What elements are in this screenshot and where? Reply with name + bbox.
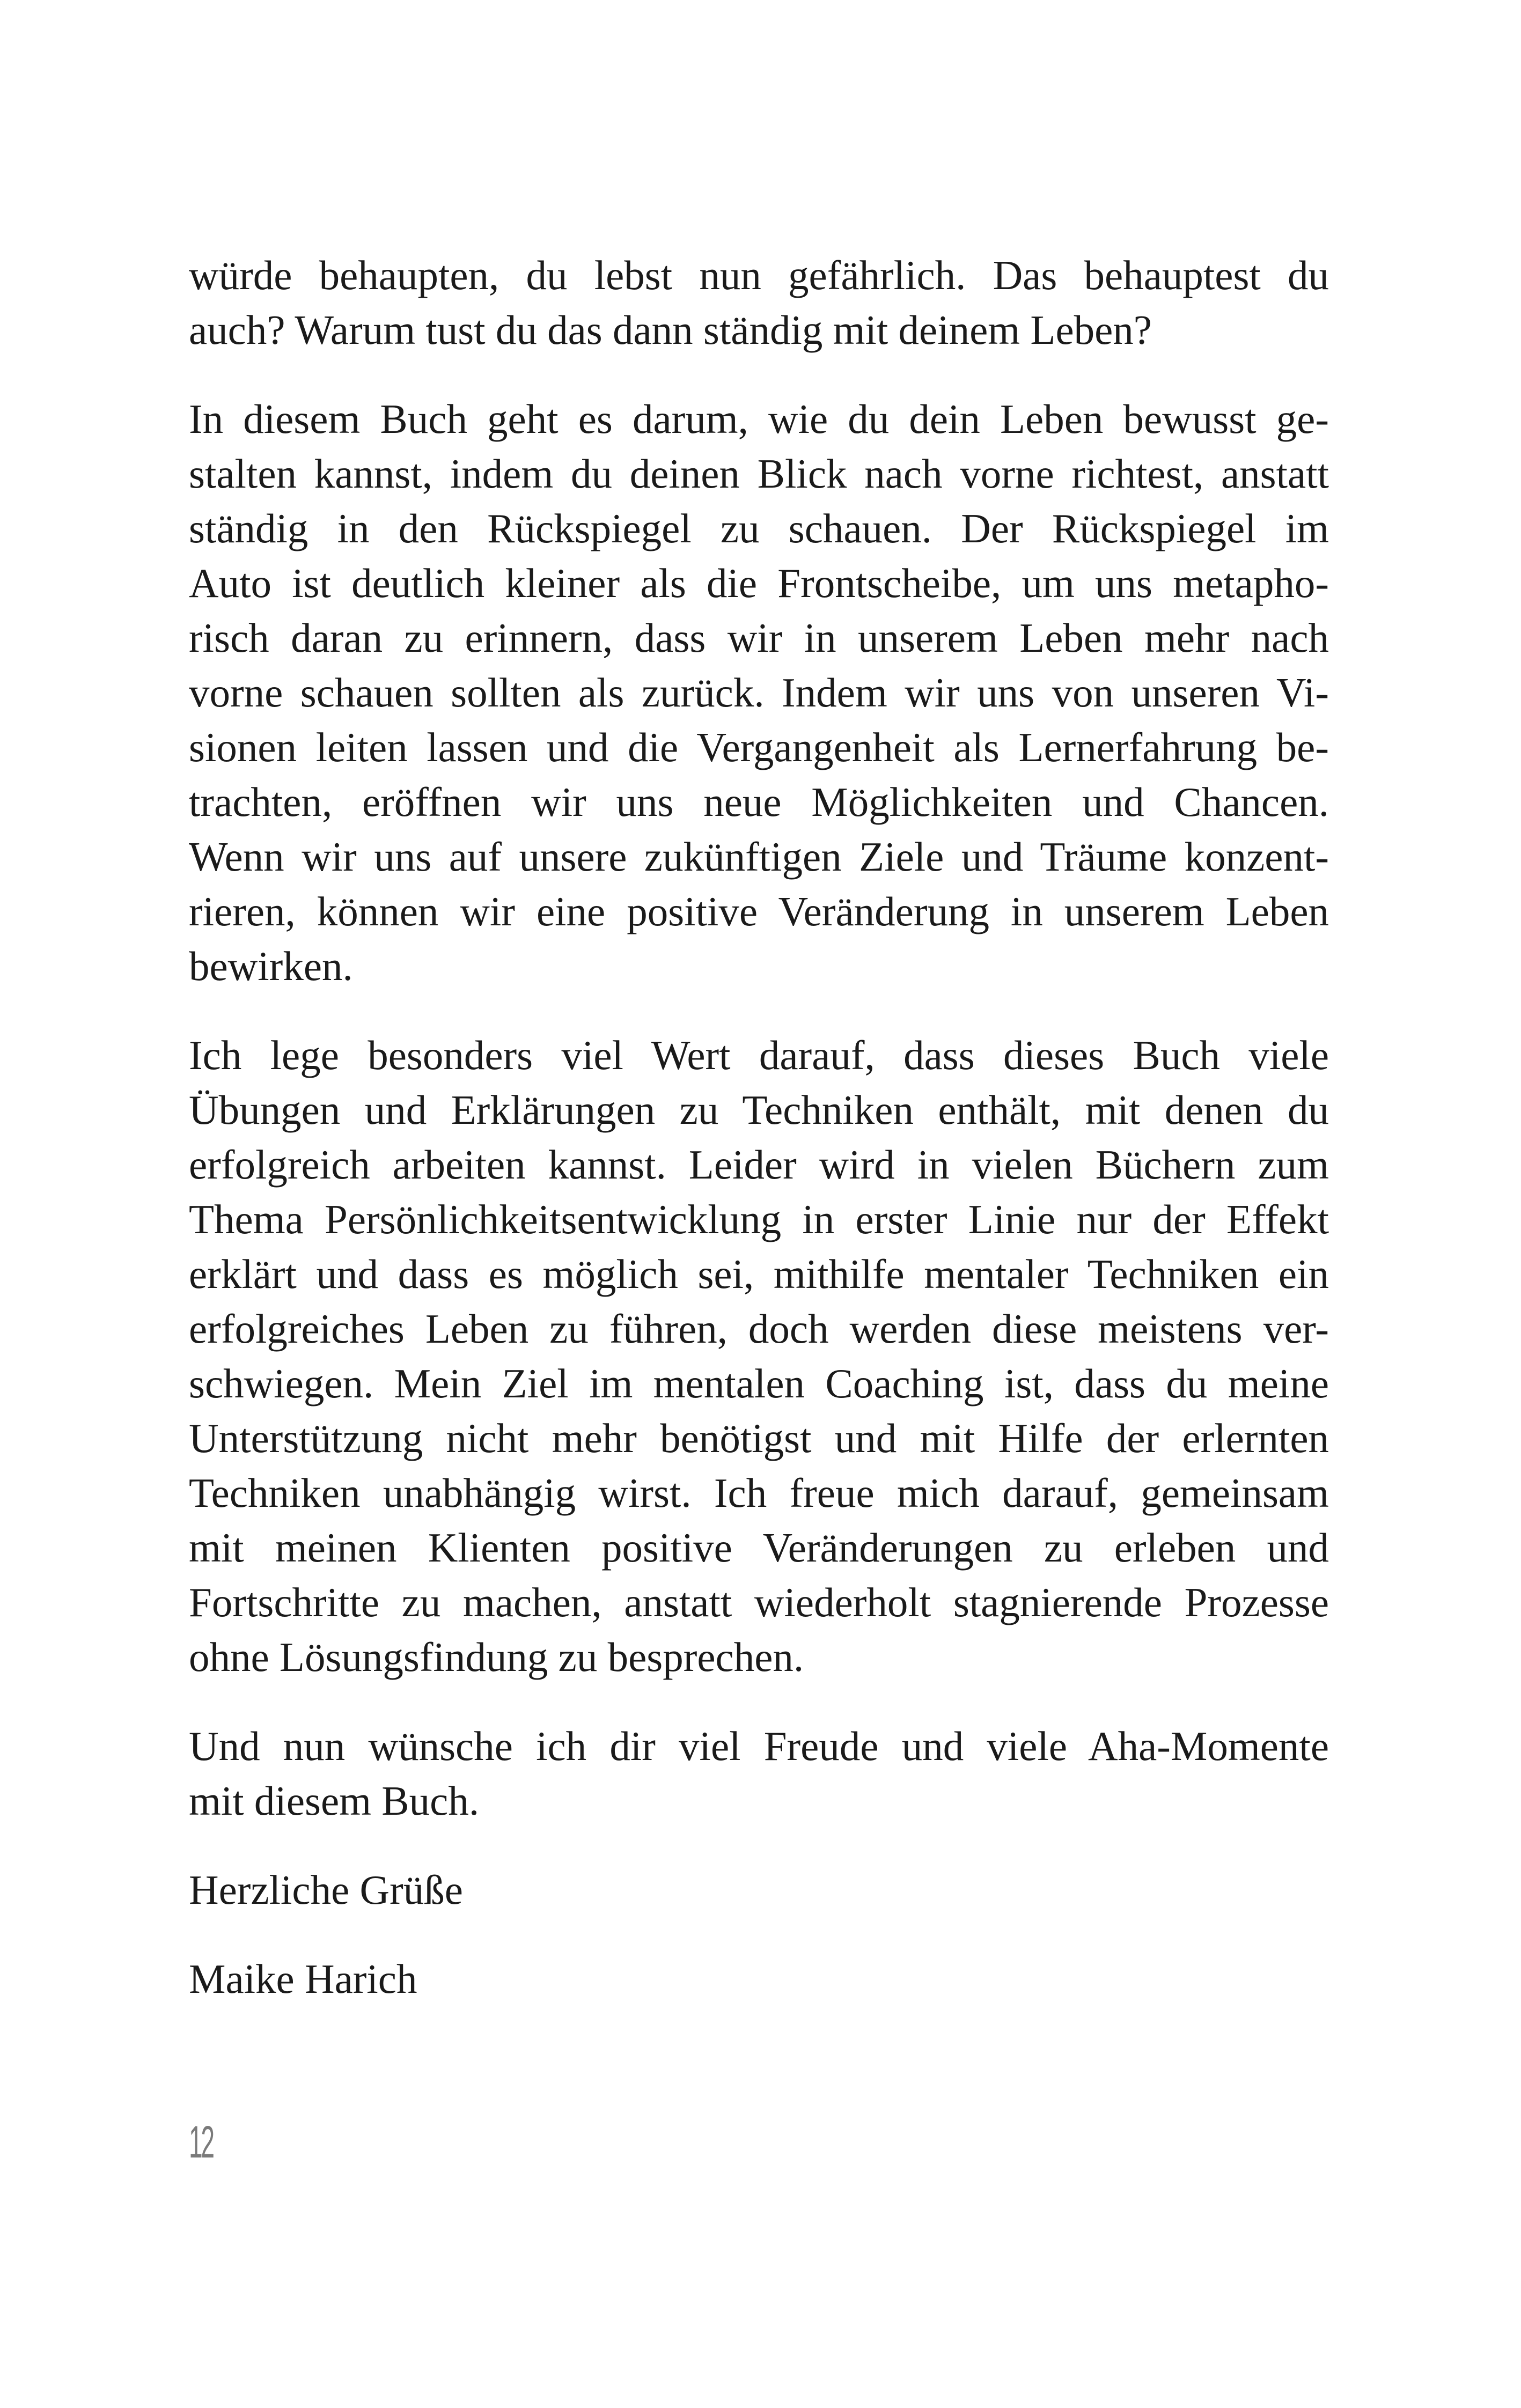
text-line: mit meinen Klienten positive Veränderungen zu erleben und bbox=[189, 1525, 1329, 1571]
text-line: Wenn wir uns auf unsere zukünftigen Ziele und Träume konzent- bbox=[189, 834, 1329, 880]
text-line: Und nun wünsche ich dir viel Freude und viele Aha-Momente bbox=[189, 1723, 1329, 1769]
paragraph-intro-end bbox=[189, 248, 1329, 357]
text-line: Maike Harich bbox=[189, 1956, 417, 2002]
text-line: trachten, eröffnen wir uns neue Möglichkeiten und Chancen. bbox=[189, 779, 1329, 825]
text-line: schwiegen. Mein Ziel im mentalen Coaching ist, dass du meine bbox=[189, 1360, 1329, 1406]
body-text bbox=[189, 248, 1329, 2006]
text-line: erklärt und dass es möglich sei, mithilfe mentaler Techniken ein bbox=[189, 1251, 1329, 1297]
page-number: 12 bbox=[189, 2117, 213, 2167]
text-line: Auto ist deutlich kleiner als die Frontscheibe, um uns metapho- bbox=[189, 560, 1329, 606]
text-line: bewirken. bbox=[189, 943, 353, 989]
text-line: rieren, können wir eine positive Veränderung in unserem Leben bbox=[189, 888, 1329, 934]
text-line: Übungen und Erklärungen zu Techniken enthält, mit denen du bbox=[189, 1087, 1329, 1133]
text-line: Techniken unabhängig wirst. Ich freue mich darauf, gemeinsam bbox=[189, 1470, 1329, 1516]
text-line: ohne Lösungsfindung zu besprechen. bbox=[189, 1634, 804, 1680]
text-line: erfolgreiches Leben zu führen, doch werden diese meistens ver- bbox=[189, 1306, 1329, 1352]
text-line: Unterstützung nicht mehr benötigst und mit Hilfe der erlernten bbox=[189, 1415, 1329, 1461]
closing-greeting bbox=[189, 1862, 1329, 1917]
text-line: stalten kannst, indem du deinen Blick nach vorne richtest, anstatt bbox=[189, 451, 1329, 497]
text-line: risch daran zu erinnern, dass wir in unserem Leben mehr nach bbox=[189, 615, 1329, 661]
paragraph-book-purpose bbox=[189, 392, 1329, 993]
text-line: Ich lege besonders viel Wert darauf, dass dieses Buch viele bbox=[189, 1032, 1329, 1078]
author-signature bbox=[189, 1952, 1329, 2006]
text-line: auch? Warum tust du das dann ständig mit deinem Leben? bbox=[189, 307, 1152, 353]
text-line: vorne schauen sollten als zurück. Indem wir uns von unseren Vi- bbox=[189, 669, 1329, 716]
text-line: sionen leiten lassen und die Vergangenheit als Lernerfahrung be- bbox=[189, 724, 1329, 770]
text-line: würde behaupten, du lebst nun gefährlich. Das behauptest du bbox=[189, 252, 1329, 298]
text-line: mit diesem Buch. bbox=[189, 1778, 480, 1824]
paragraph-exercises bbox=[189, 1028, 1329, 1684]
text-line: Thema Persönlichkeitsentwicklung in erster Linie nur der Effekt bbox=[189, 1196, 1329, 1242]
paragraph-wishes bbox=[189, 1719, 1329, 1828]
text-line: erfolgreich arbeiten kannst. Leider wird in vielen Büchern zum bbox=[189, 1142, 1329, 1188]
text-line: Herzliche Grüße bbox=[189, 1867, 463, 1913]
text-line: In diesem Buch geht es darum, wie du dein Leben bewusst ge- bbox=[189, 396, 1329, 442]
text-line: ständig in den Rückspiegel zu schauen. Der Rückspiegel im bbox=[189, 505, 1329, 551]
text-line: Fortschritte zu machen, anstatt wiederholt stagnierende Prozesse bbox=[189, 1579, 1329, 1625]
